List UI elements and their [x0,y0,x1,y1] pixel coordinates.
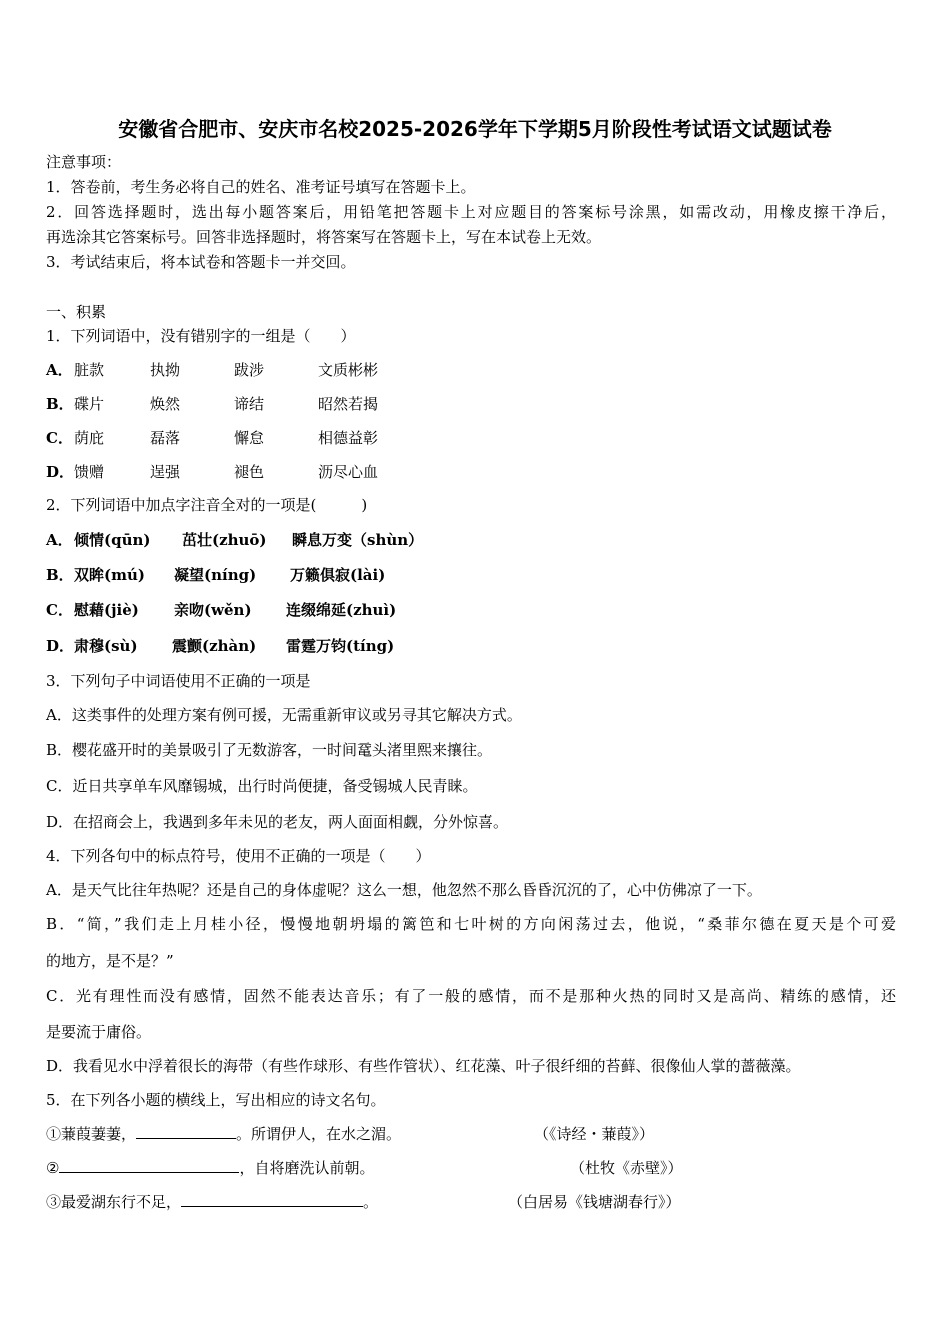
q5-item-source: （《诗经・蒹葭》） [534,1125,655,1143]
option-word: 懈怠 [234,429,265,447]
option-word: 慰藉(jiè) [74,601,139,619]
option-word: 瞬息万变（shùn） [292,531,424,549]
option-word: 肃穆(sù) [74,637,138,655]
option-label: B． [46,566,74,584]
option-word: 焕然 [150,395,181,413]
option-word: 逞强 [150,463,181,481]
option-word: 荫庇 [74,429,105,447]
page-title: 安徽省合肥市、安庆市名校2025-2026学年下学期5月阶段性考试语文试题试卷 [118,117,832,141]
answer-blank[interactable] [136,1124,236,1139]
notice-item: 3．考试结束后，将本试卷和答题卡一并交回。 [46,253,356,271]
q5-item-1 [46,1124,401,1144]
notice-item: 1．答卷前，考生务必将自己的姓名、准考证号填写在答题卡上。 [46,178,476,196]
notice-item: 2．回答选择题时，选出每小题答案后，用铅笔把答题卡上对应题目的答案标号涂黑，如需改动，用橡皮擦干净后， [46,203,896,221]
q5-item-prefix: ③最爱湖东行不足， [46,1193,182,1211]
q5-item-3 [46,1192,378,1212]
option-word: 碟片 [74,395,105,413]
q5-item-prefix: ①蒹葭萋萋， [46,1125,137,1143]
q4-option-c-cont: 是要流于庸俗。 [46,1023,152,1041]
q4-option-d: D．我看见水中浮着很长的海带（有些作球形、有些作管状）、红花藻、叶子很纤细的苔藓、很像仙人掌的蔷薇藻。 [46,1057,801,1075]
q4-option-a: A．是天气比往年热呢？还是自己的身体虚呢？这么一想，他忽然不那么昏昏沉沉的了，心中仿佛凉了一下。 [46,881,762,899]
option-word: 雷霆万钧(tíng) [286,637,395,655]
option-word: 震颤(zhàn) [172,637,257,655]
q3-option-a: A．这类事件的处理方案有例可援，无需重新审议或另寻其它解决方式。 [46,706,522,724]
option-word: 亲吻(wěn) [174,601,252,619]
option-word: 倾情(qūn) [74,531,151,549]
q5-item-suffix: ，自将磨洗认前朝。 [239,1159,375,1177]
answer-blank[interactable] [59,1158,239,1173]
q3-option-c: C．近日共享单车风靡锡城，出行时尚便捷，备受锡城人民青睐。 [46,777,478,795]
option-label: A． [46,361,73,379]
option-word: 万籁俱寂(lài) [290,566,386,584]
question-2-stem: 2．下列词语中加点字注音全对的一项是( ) [46,496,368,514]
option-word: 馈赠 [74,463,105,481]
q5-item-prefix: ② [46,1159,60,1177]
q5-item-suffix: 。所谓伊人，在水之湄。 [236,1125,402,1143]
notice-item: 再选涂其它答案标号。回答非选择题时，将答案写在答题卡上，写在本试卷上无效。 [46,228,602,246]
q5-item-source: （白居易《钱塘湖春行》） [508,1193,681,1211]
q5-item-suffix: 。 [363,1193,379,1211]
option-word: 谛结 [234,395,265,413]
option-word: 连缀绵延(zhuì) [286,601,397,619]
q4-option-b: B．“简，”我们走上月桂小径，慢慢地朝坍塌的篱笆和七叶树的方向闲荡过去，他说，“桑菲尔德在夏天是个可爱 [46,915,896,933]
option-word: 文质彬彬 [318,361,379,379]
q4-option-c: C．光有理性而没有感情，固然不能表达音乐；有了一般的感情，而不是那种火热的同时又是高尚、精练的感情，还 [46,987,896,1005]
option-word: 脏款 [74,361,105,379]
question-5-stem: 5．在下列各小题的横线上，写出相应的诗文名句。 [46,1091,386,1109]
option-word: 凝望(níng) [174,566,257,584]
option-label: D． [46,637,75,655]
section-heading: 一、积累 [46,303,107,321]
option-label: A． [46,531,73,549]
option-word: 相德益彰 [318,429,379,447]
q3-option-b: B．樱花盛开时的美景吸引了无数游客，一时间鼋头渚里熙来攘往。 [46,741,493,759]
q4-option-b-cont: 的地方，是不是？” [46,952,174,970]
option-label: B． [46,395,74,413]
option-word: 沥尽心血 [318,463,379,481]
option-word: 昭然若揭 [318,395,379,413]
option-word: 跋涉 [234,361,265,379]
question-3-stem: 3．下列句子中词语使用不正确的一项是 [46,672,311,690]
option-word: 磊落 [150,429,181,447]
option-word: 执拗 [150,361,181,379]
option-label: C． [46,601,73,619]
option-word: 茁壮(zhuō) [182,531,267,549]
option-label: C． [46,429,73,447]
option-label: D． [46,463,75,481]
q5-item-source: （杜牧《赤壁》） [570,1159,683,1177]
question-1-stem: 1．下列词语中，没有错别字的一组是（ ） [46,327,356,345]
q5-item-2 [46,1158,374,1178]
option-word: 褪色 [234,463,265,481]
question-4-stem: 4．下列各句中的标点符号，使用不正确的一项是（ ） [46,847,431,865]
notice-heading: 注意事项： [46,153,122,171]
answer-blank[interactable] [181,1192,363,1207]
q3-option-d: D．在招商会上，我遇到多年未见的老友，两人面面相觑，分外惊喜。 [46,813,509,831]
option-word: 双眸(mú) [74,566,145,584]
